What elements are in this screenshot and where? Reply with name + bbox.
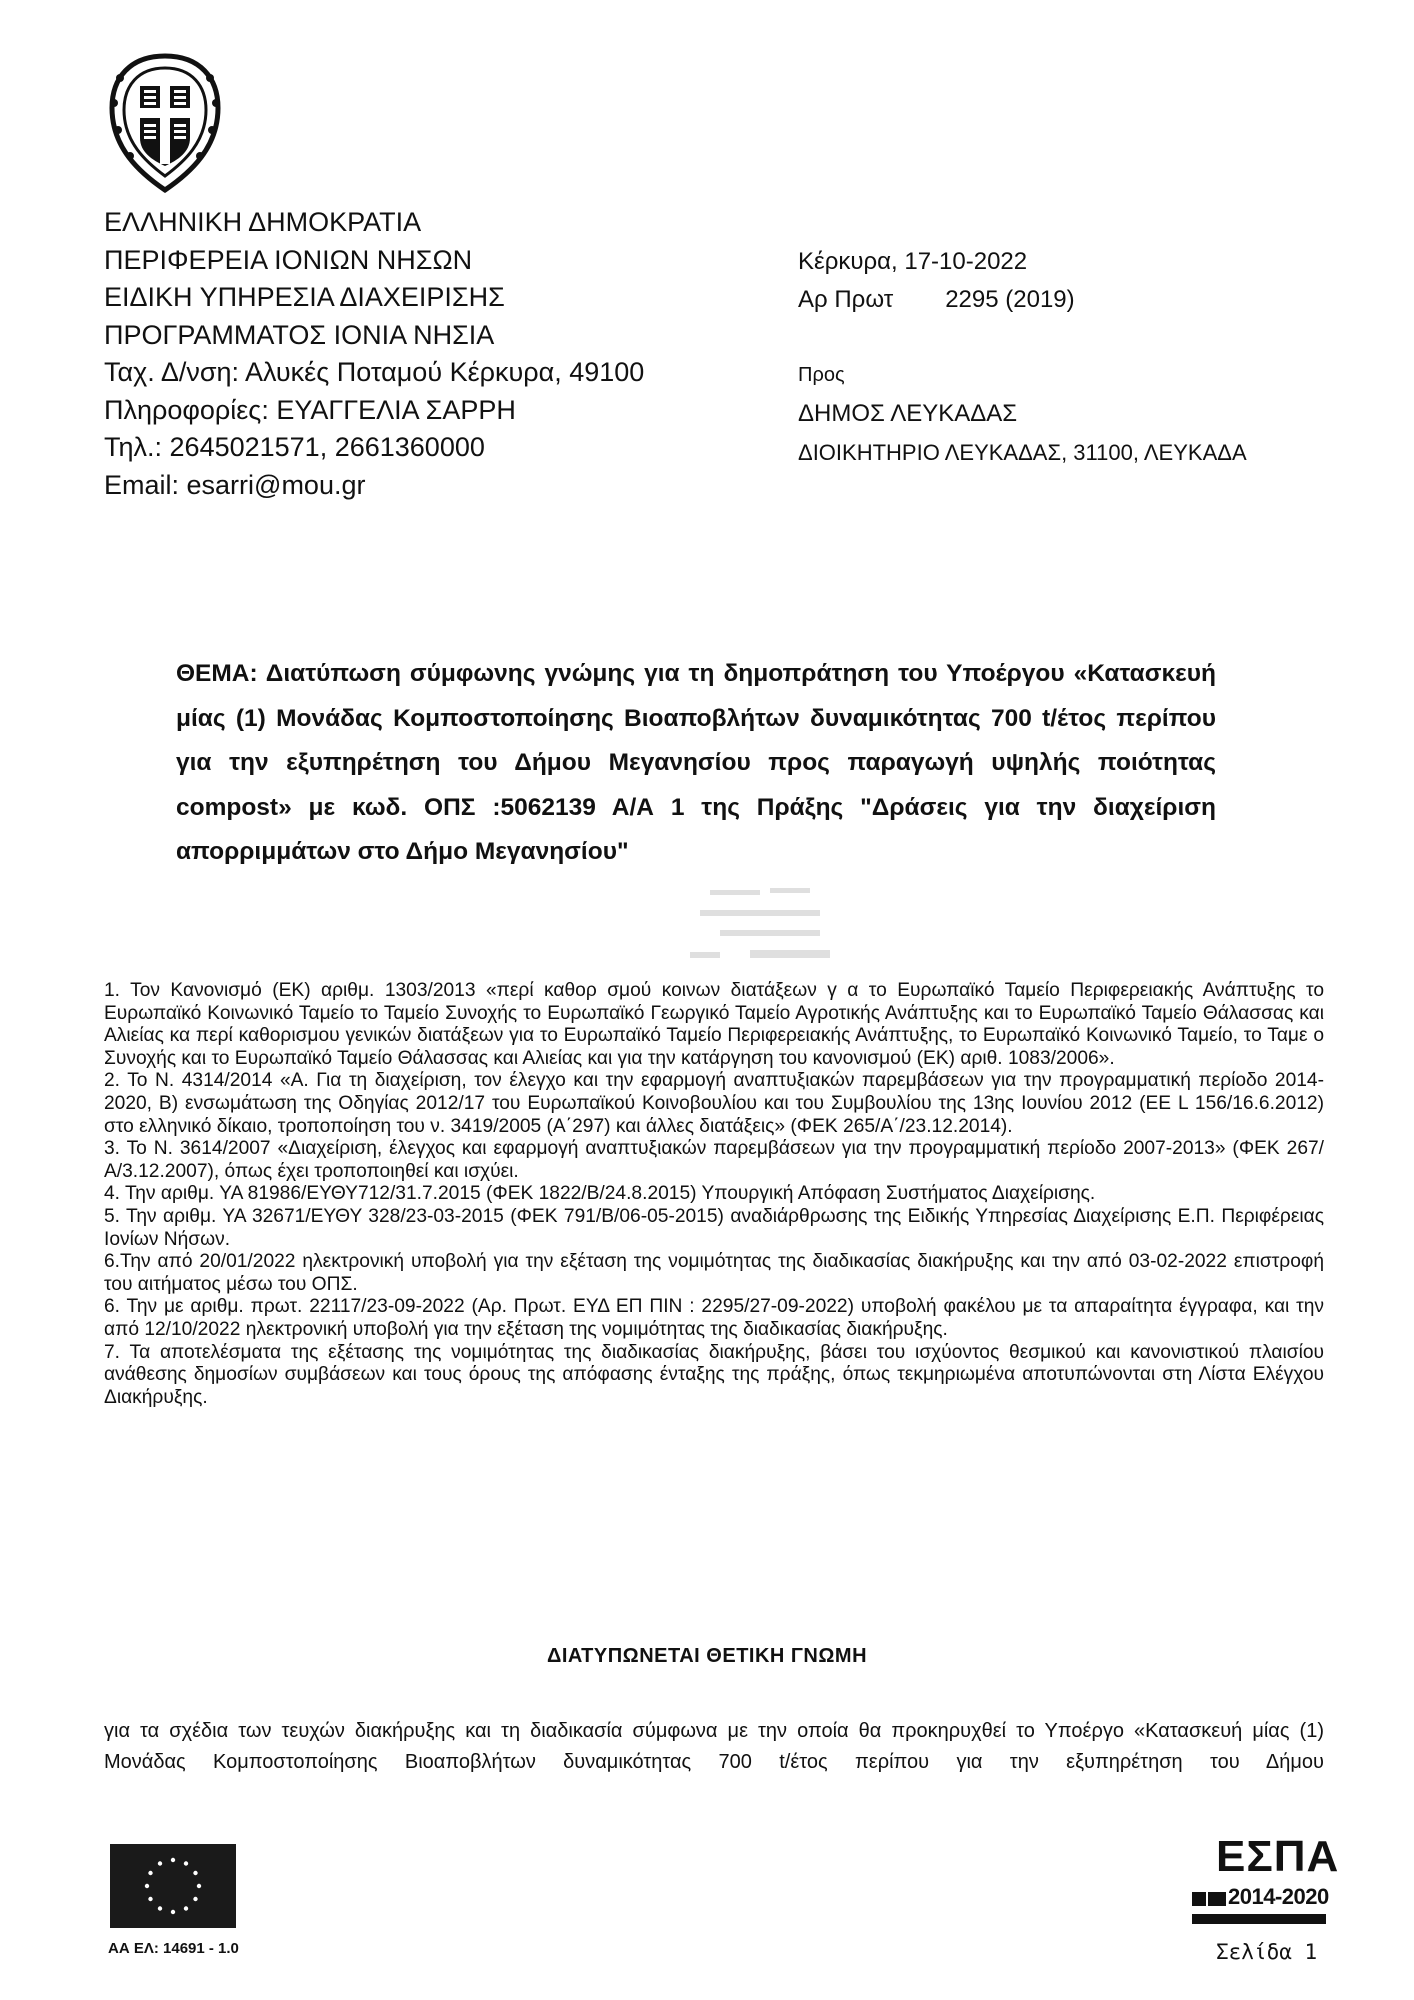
espa-flag-icon (1192, 1892, 1206, 1906)
eu-code: ΑΑ ΕΛ: 14691 - 1.0 (108, 1940, 239, 1957)
recipient-label: Προς (798, 364, 845, 386)
espa-bar-icon (1208, 1892, 1226, 1906)
eu-star-icon (193, 1871, 197, 1875)
place-date: Κέρκυρα, 17-10-2022 (798, 248, 1028, 275)
sender-contact-person: Πληροφορίες: ΕΥΑΓΓΕΛΙΑ ΣΑΡΡΗ (104, 394, 516, 425)
reference-item: 7. Τα αποτελέσματα της εξέτασης της νομιμότητας της διαδικασίας διακήρυξης, βάσει του ισχύοντος θεσμικού και κανονιστικού πλαισίου ανάθεσης δημοσίων συμβάσεων και τους όρους της απόφασης ένταξης της πράξης, όπως τεκμηριωμένα αποτυπώνονται στη Λίστα Ελέγχου Διακήρυξης. (104, 1341, 1324, 1408)
decision-heading: ΔΙΑΤΥΠΩΝΕΤΑΙ ΘΕΤΙΚΗ ΓΝΩΜΗ (546, 1645, 868, 1667)
protocol-number (798, 286, 1075, 314)
sender-email: Email: esarri@mou.gr (104, 469, 366, 500)
eu-star-icon (171, 1858, 175, 1862)
espa-slogan-band-icon (1192, 1914, 1326, 1924)
espa-title: ΕΣΠΑ (1216, 1832, 1340, 1881)
recipient-address: ΔΙΟΙΚΗΤΗΡΙΟ ΛΕΥΚΑΔΑΣ, 31100, ΛΕΥΚΑΔΑ (798, 440, 1247, 465)
recipient-name: ΔΗΜΟΣ ΛΕΥΚΑΔΑΣ (798, 400, 1018, 427)
eu-star-icon (145, 1884, 149, 1888)
reference-item: 3. Το Ν. 3614/2007 «Διαχείριση, έλεγχος και εφαρμογή αναπτυξιακών παρεμβάσεων για την προγραμματική περίοδο 2007-2013» (ΦΕΚ 267/Α/3.12.2007), όπως έχει τροποποιηθεί και ισχύει. (104, 1138, 1324, 1182)
eu-star-icon (184, 1906, 188, 1910)
eu-star-icon (171, 1910, 175, 1914)
eu-flag-icon (110, 1844, 236, 1928)
references-list (104, 980, 1324, 1409)
eu-star-icon (158, 1861, 162, 1865)
subject: ΘΕΜΑ: Διατύπωση σύμφωνης γνώμης για τη δημοπράτηση του Υποέργου «Κατασκευή μίας (1) Μονάδας Κομποστοποίησης Βιοαποβλήτων δυναμικότητας 700 t/έτος περίπου για την εξυπηρέτηση του Δήμου Μεγανησίου προς παραγωγή υψηλής ποιότητας compost» με κωδ. ΟΠΣ :5062139 Α/Α 1 της Πράξης "Δράσεις για την διαχείριση απορριμμάτων στο Δήμο Μεγανησίου" (176, 660, 1216, 865)
reference-item: 4. Την αριθμ. ΥΑ 81986/ΕΥΘΥ712/31.7.2015 (ΦΕΚ 1822/Β/24.8.2015) Υπουργική Απόφαση Συστήματος Διαχείρισης. (104, 1183, 1096, 1205)
sender-address: Ταχ. Δ/νση: Αλυκές Ποταμού Κέρκυρα, 49100 (104, 357, 645, 387)
page-number: Σελίδα 1 (1216, 1940, 1318, 1964)
reference-item: 5. Την αριθμ. ΥΑ 32671/ΕΥΘΥ 328/23-03-2015 (ΦΕΚ 791/Β/06-05-2015) αναδιάρθρωσης της Ειδικής Υπηρεσίας Διαχείρισης Ε.Π. Περιφέρειας Ιονίων Νήσων. (104, 1205, 1324, 1250)
eu-star-icon (148, 1871, 152, 1875)
sender-block (104, 204, 644, 504)
reference-item: 1. Τον Κανονισμό (ΕΚ) αριθμ. 1303/2013 «περί καθορ σμού κοινων διατάξεων γ α το Ευρωπαϊκό Ταμείο Περιφερειακής Ανάπτυξης το Ευρωπαϊκό Κοινωνικό Ταμείο το Ταμείο Συνοχής το Ευρωπαϊκό Γεωργικό Ταμείο Αγροτικής Ανάπτυξης και το Ευρωπαϊκό Ταμείο Θάλασσας και Αλιείας κα περί καθορισμου γενικών διατάξεων για το Ευρωπαϊκό Ταμείο Περιφερειακής Ανάπτυξης, το Ευρωπαϊκό Κοινωνικό Ταμείο, το Ταμε ο Συνοχής και το Ευρωπαϊκό Ταμείο Θάλασσας και Αλιείας και για την κατάργηση του κανονισμού (ΕΚ) αριθ. 1083/2006». (104, 980, 1324, 1069)
sender-phone: Τηλ.: 2645021571, 2661360000 (104, 432, 485, 462)
sender-line: ΠΕΡΙΦΕΡΕΙΑ ΙΟΝΙΩΝ ΝΗΣΩΝ (104, 244, 473, 275)
eu-star-icon (197, 1884, 201, 1888)
greek-coat-of-arms-icon (100, 48, 230, 198)
reference-item: 2. Το Ν. 4314/2014 «Α. Για τη διαχείριση, τον έλεγχο και την εφαρμογή αναπτυξιακών παρεμβάσεων για την προγραμματική περίοδο 2014-2020, Β) ενσωμάτωση της Οδηγίας 2012/17 του Ευρωπαϊκού Κοινοβουλίου και του Συμβουλίου της 13ης Ιουνίου 2012 (ΕΕ L 156/16.6.2012) στο ελληνικό δίκαιο, τροποποίηση του ν. 3419/2005 (Α΄297) και άλλες διατάξεις» (ΦΕΚ 265/Α΄/23.12.2014). (104, 1070, 1324, 1137)
eu-star-icon (158, 1906, 162, 1910)
eu-star-icon (193, 1897, 197, 1901)
protocol-value: 2295 (2019) (945, 286, 1075, 313)
faint-stamp-icon (690, 880, 850, 980)
espa-years: 2014-2020 (1228, 1884, 1329, 1909)
protocol-label: Αρ Πρωτ (798, 286, 894, 313)
reference-item: 6.Την από 20/01/2022 ηλεκτρονική υποβολή για την εξέταση της νομιμότητας της διαδικασίας διακήρυξης και την από 03-02-2022 επιστροφή του αιτήματος μέσω του ΟΠΣ. (104, 1251, 1324, 1295)
eu-star-icon (148, 1897, 152, 1901)
sender-line: ΕΙΔΙΚΗ ΥΠΗΡΕΣΙΑ ΔΙΑΧΕΙΡΙΣΗΣ (104, 282, 505, 312)
sender-line: ΠΡΟΓΡΑΜΜΑΤΟΣ ΙΟΝΙΑ ΝΗΣΙΑ (104, 319, 495, 350)
closing-paragraph: για τα σχέδια των τευχών διακήρυξης και τη διαδικασία σύμφωνα με την οποία θα προκηρυχθεί το Υποέργο «Κατασκευή μίας (1) Μονάδας Κομποστοποίησης Βιοαποβλήτων δυναμικότητας 700 t/έτος περίπου για την εξυπηρέτηση του Δήμου (104, 1720, 1324, 1773)
sender-line: ΕΛΛΗΝΙΚΗ ΔΗΜΟΚΡΑΤΙΑ (104, 207, 422, 237)
reference-item: 6. Την με αριθμ. πρωτ. 22117/23-09-2022 (Αρ. Πρωτ. ΕΥΔ ΕΠ ΠΙΝ : 2295/27-09-2022) υποβολή φακέλου με τα απαραίτητα έγγραφα, και την από 12/10/2022 ηλεκτρονική υποβολή για την εξέταση της νομιμότητας της διαδικασίας διακήρυξης. (104, 1296, 1324, 1340)
eu-star-icon (184, 1861, 188, 1865)
